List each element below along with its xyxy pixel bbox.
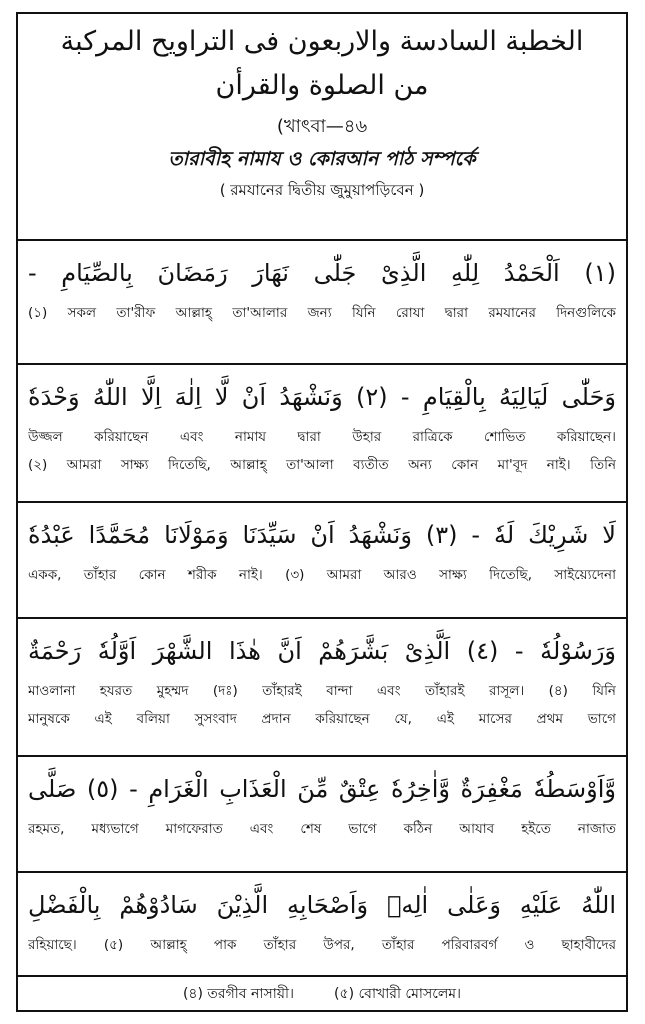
arabic-verse: وَّاَوْسَطُهٗ مَغْفِرَةٌ وَّاٰخِرُهٗ عِتْقٌ مِّنَ الْعَذَابِ الْغَرَامِ - (٥) صَلَّى [28, 775, 616, 803]
footnotes [18, 975, 626, 1010]
footnote-4: (৪) তরগীব নাসায়ী। [182, 985, 295, 1002]
arabic-verse: وَحَلّٰى لَيَالِيَهُ بِالْقِيَامِ - (٢) وَنَشْهَدُ اَنْ لَّا اِلٰهَ اِلَّا اللّٰهُ وَحْدَهٗ [28, 383, 616, 411]
text-block-4 [18, 619, 626, 757]
arabic-title-line-1: الخطبة السادسة والاربعون فى التراويح المركبة [60, 26, 584, 57]
bengali-translation-line: একক, তাঁহার কোন শরীক নাই। (৩) আমরা আরও সাক্ষ্য দিতেছি, সাইয়্যেদেনা [28, 567, 616, 583]
arabic-verse: (١) اَلْحَمْدُ لِلّٰهِ الَّذِىْ جَلّٰى نَهَارَ رَمَضَانَ بِالصِّيَامِ - [28, 259, 616, 287]
arabic-verse: وَرَسُوْلُهٗ - (٤) اَلَّذِىْ بَشَّرَهُمْ اَنَّ هٰذَا الشَّهْرَ اَوَّلُهٗ رَحْمَةٌ [28, 637, 616, 665]
bengali-translation-line: মাওলানা হযরত মুহম্মদ (দঃ) তাঁহারই বান্দা এবং তাঁহারই রাসূল। (৪) যিনি [28, 683, 616, 699]
bengali-translation-line: (১) সকল তা'রীফ আল্লাহ্ তা'আলার জন্য যিনি রোযা দ্বারা রমযানের দিনগুলিকে [28, 305, 616, 321]
khutba-occasion: ( রমযানের দ্বিতীয় জুমুয়াপড়িবেন ) [219, 181, 425, 199]
bengali-translation-line: মানুষকে এই বলিয়া সুসংবাদ প্রদান করিয়াছেন যে, এই মাসের প্রথম ভাগে [28, 711, 616, 727]
bengali-translation-line: রহমত, মধ্যভাগে মাগফেরাত এবং শেষ ভাগে কঠিন আযাব হইতে নাজাত [28, 821, 616, 837]
arabic-verse: لَا شَرِيْكَ لَهٗ - (٣) وَنَشْهَدُ اَنْ سَيِّدَنَا وَمَوْلَانَا مُحَمَّدًا عَبْدُهٗ [28, 521, 616, 549]
bengali-translation-line: উজ্জল করিয়াছেন এবং নামায দ্বারা উহার রাত্রিকে শোভিত করিয়াছেন। [28, 429, 616, 445]
khutba-page [16, 12, 628, 1012]
text-block-1 [18, 241, 626, 365]
footnote-5: (৫) বোখারী মোসলেম। [334, 985, 462, 1002]
bengali-translation-line: (২) আমরা সাক্ষ্য দিতেছি, আল্লাহ্ তা'আলা ব্যতীত অন্য কোন মা'বূদ নাই। তিনি [28, 457, 616, 473]
page-header [18, 14, 626, 241]
text-block-6 [18, 873, 626, 977]
text-block-3 [18, 503, 626, 619]
bengali-translation-line: রহিয়াছে। (৫) আল্লাহ্ পাক তাঁহার উপর, তাঁহার পরিবারবর্গ ও ছাহাবীদের [28, 937, 616, 953]
text-block-2 [18, 365, 626, 503]
text-block-5 [18, 757, 626, 873]
khutba-number: (খাৎবা—৪৬ [276, 116, 368, 137]
khutba-subject: তারাবীহ নামায ও কোরআন পাঠ সম্পর্কে [168, 148, 476, 170]
arabic-verse: اللّٰهُ عَلَيْهِ وَعَلٰى اٰلِهٖ وَاَصْحَابِهِ الَّذِيْنَ سَادُوْهُمْ بِالْفَضْلِ [28, 891, 616, 919]
arabic-title-line-2: من الصلوة والقرأن [215, 70, 429, 101]
